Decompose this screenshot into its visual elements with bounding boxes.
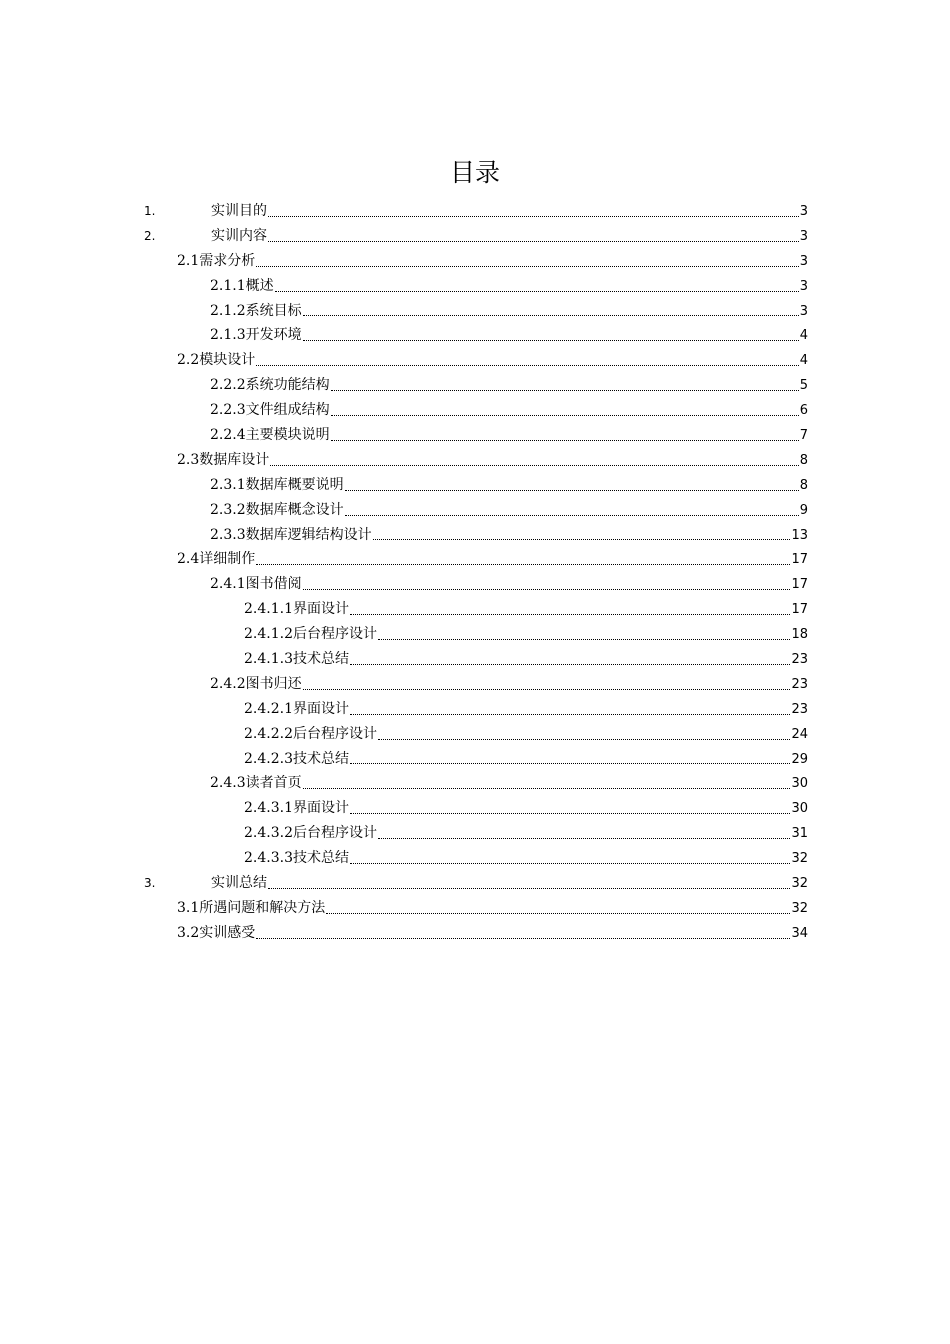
- toc-dot-leader: [303, 340, 799, 341]
- toc-entry-title: 2.4.2.1界面设计: [244, 700, 349, 717]
- toc-entry-title: 2.3数据库设计: [177, 451, 270, 468]
- toc-entry[interactable]: [140, 323, 808, 348]
- toc-entry-title: 2.4.3.3技术总结: [244, 850, 349, 867]
- toc-entry-title: 2.2模块设计: [177, 352, 256, 369]
- toc-entry-title: 2.2.4主要模块说明: [210, 427, 330, 444]
- toc-dot-leader: [303, 788, 791, 789]
- toc-entry-page-number: 30: [791, 776, 808, 792]
- toc-entry-title: 2.4.1.2后台程序设计: [244, 626, 377, 643]
- toc-entry-title: 2.4.3读者首页: [210, 775, 302, 792]
- toc-entry-page-number: 4: [799, 328, 808, 344]
- toc-entry-page-number: 17: [791, 602, 808, 618]
- toc-entry[interactable]: [140, 921, 808, 946]
- toc-entry-page-number: 17: [791, 552, 808, 568]
- toc-entry-page-number: 6: [799, 403, 808, 419]
- toc-dot-leader: [270, 465, 798, 466]
- toc-entry-number: 3.: [144, 876, 156, 891]
- toc-entry[interactable]: [140, 871, 808, 896]
- toc-dot-leader: [303, 689, 791, 690]
- toc-entry-page-number: 23: [791, 652, 808, 668]
- toc-dot-leader: [275, 291, 799, 292]
- toc-entry[interactable]: [140, 747, 808, 772]
- toc-dot-leader: [331, 440, 799, 441]
- toc-entry-page-number: 3: [799, 204, 808, 219]
- toc-entry-title: 2.3.1数据库概要说明: [210, 476, 344, 493]
- toc-entry-title: 2.4详细制作: [177, 551, 256, 568]
- toc-dot-leader: [350, 813, 790, 814]
- toc-dot-leader: [303, 589, 791, 590]
- toc-entry-page-number: 7: [799, 428, 808, 444]
- toc-dot-leader: [350, 763, 790, 764]
- toc-entry[interactable]: [140, 299, 808, 324]
- toc-entry[interactable]: [140, 498, 808, 523]
- toc-entry-number: 1.: [144, 204, 156, 218]
- toc-dot-leader: [303, 315, 799, 316]
- toc-entry-title: 2.4.2.2后台程序设计: [244, 725, 377, 742]
- toc-entry[interactable]: [140, 722, 808, 747]
- toc-entry-title: 2.1.1概述: [210, 277, 274, 294]
- toc-entry-page-number: 3: [799, 278, 808, 294]
- toc-dot-leader: [256, 365, 798, 366]
- toc-dot-leader: [256, 564, 790, 565]
- toc-entry-page-number: 3: [799, 228, 808, 244]
- toc-entry-page-number: 29: [791, 751, 808, 767]
- toc-dot-leader: [256, 938, 790, 939]
- toc-entry[interactable]: [140, 398, 808, 423]
- toc-entry-title: 2.4.3.2后台程序设计: [244, 825, 377, 842]
- toc-dot-leader: [268, 216, 799, 217]
- toc-entry[interactable]: [140, 249, 808, 274]
- toc-entry-title: 2.4.1.1界面设计: [244, 601, 349, 618]
- toc-entry[interactable]: [140, 622, 808, 647]
- toc-entry-title: 2.1.2系统目标: [210, 302, 302, 319]
- toc-entry-page-number: 8: [799, 477, 808, 493]
- toc-entry[interactable]: [140, 423, 808, 448]
- toc-entry[interactable]: [140, 672, 808, 697]
- toc-entry-page-number: 24: [791, 726, 808, 742]
- toc-list: [140, 199, 808, 946]
- toc-entry[interactable]: [140, 647, 808, 672]
- toc-dot-leader: [326, 913, 790, 914]
- toc-entry-title: 2.4.2.3技术总结: [244, 750, 349, 767]
- toc-dot-leader: [331, 415, 799, 416]
- toc-entry-title: 2.4.1图书借阅: [210, 576, 302, 593]
- toc-entry[interactable]: [140, 697, 808, 722]
- toc-entry[interactable]: [140, 821, 808, 846]
- toc-dot-leader: [378, 739, 790, 740]
- toc-entry-page-number: 23: [791, 676, 808, 692]
- toc-dot-leader: [345, 515, 799, 516]
- toc-dot-leader: [256, 266, 798, 267]
- toc-entry-title: 2.4.2图书归还: [210, 675, 302, 692]
- toc-entry-number: 2.: [144, 228, 156, 243]
- toc-dot-leader: [350, 863, 790, 864]
- toc-entry-page-number: 17: [791, 577, 808, 593]
- toc-entry[interactable]: [140, 348, 808, 373]
- toc-entry[interactable]: [140, 448, 808, 473]
- toc-entry[interactable]: [140, 572, 808, 597]
- toc-entry-title: 2.1.3开发环境: [210, 327, 302, 344]
- toc-entry-title: 3.2实训感受: [177, 924, 256, 941]
- toc-entry[interactable]: [140, 199, 808, 224]
- toc-entry-page-number: 32: [791, 851, 808, 867]
- toc-entry-page-number: 18: [791, 627, 808, 643]
- toc-entry-page-number: 32: [791, 876, 808, 892]
- toc-dot-leader: [345, 490, 799, 491]
- toc-entry-title: 3.1所遇问题和解决方法: [177, 899, 326, 916]
- toc-entry-title: 2.1需求分析: [177, 252, 256, 269]
- toc-entry-page-number: 4: [799, 353, 808, 369]
- toc-entry[interactable]: [140, 896, 808, 921]
- toc-entry-page-number: 3: [799, 303, 808, 319]
- toc-entry-page-number: 13: [791, 527, 808, 543]
- toc-entry-page-number: 23: [791, 701, 808, 717]
- toc-entry-page-number: 32: [791, 900, 808, 916]
- toc-entry[interactable]: [140, 547, 808, 572]
- toc-entry-title: 2.2.2系统功能结构: [210, 377, 330, 394]
- toc-entry-title: 实训内容: [211, 227, 267, 244]
- toc-entry[interactable]: [140, 846, 808, 871]
- toc-dot-leader: [373, 539, 791, 540]
- toc-entry-title: 2.2.3文件组成结构: [210, 402, 330, 419]
- toc-entry[interactable]: [140, 796, 808, 821]
- toc-entry-title: 实训总结: [211, 875, 267, 892]
- toc-entry[interactable]: [140, 224, 808, 249]
- toc-title: 目录: [449, 158, 500, 187]
- toc-entry[interactable]: [140, 523, 808, 548]
- toc-entry[interactable]: [140, 373, 808, 398]
- toc-entry-title: 2.4.1.3技术总结: [244, 651, 349, 668]
- toc-entry-page-number: 30: [791, 801, 808, 817]
- toc-dot-leader: [378, 639, 790, 640]
- toc-entry-title: 2.3.2数据库概念设计: [210, 501, 344, 518]
- toc-dot-leader: [378, 838, 790, 839]
- toc-dot-leader: [268, 888, 790, 889]
- toc-entry-title: 2.4.3.1界面设计: [244, 800, 349, 817]
- toc-entry-page-number: 34: [791, 925, 808, 941]
- toc-entry-title: 2.3.3数据库逻辑结构设计: [210, 526, 372, 543]
- toc-entry[interactable]: [140, 771, 808, 796]
- toc-dot-leader: [268, 241, 799, 242]
- toc-entry-page-number: 8: [799, 452, 808, 468]
- toc-entry[interactable]: [140, 274, 808, 299]
- toc-entry[interactable]: [140, 597, 808, 622]
- toc-entry-page-number: 31: [791, 826, 808, 842]
- toc-dot-leader: [350, 614, 790, 615]
- toc-entry-page-number: 5: [799, 378, 808, 394]
- toc-dot-leader: [350, 664, 790, 665]
- toc-entry-page-number: 9: [799, 502, 808, 518]
- toc-entry-page-number: 3: [799, 253, 808, 269]
- toc-entry-title: 实训目的: [211, 203, 267, 219]
- toc-entry[interactable]: [140, 473, 808, 498]
- toc-dot-leader: [350, 714, 790, 715]
- toc-dot-leader: [331, 390, 799, 391]
